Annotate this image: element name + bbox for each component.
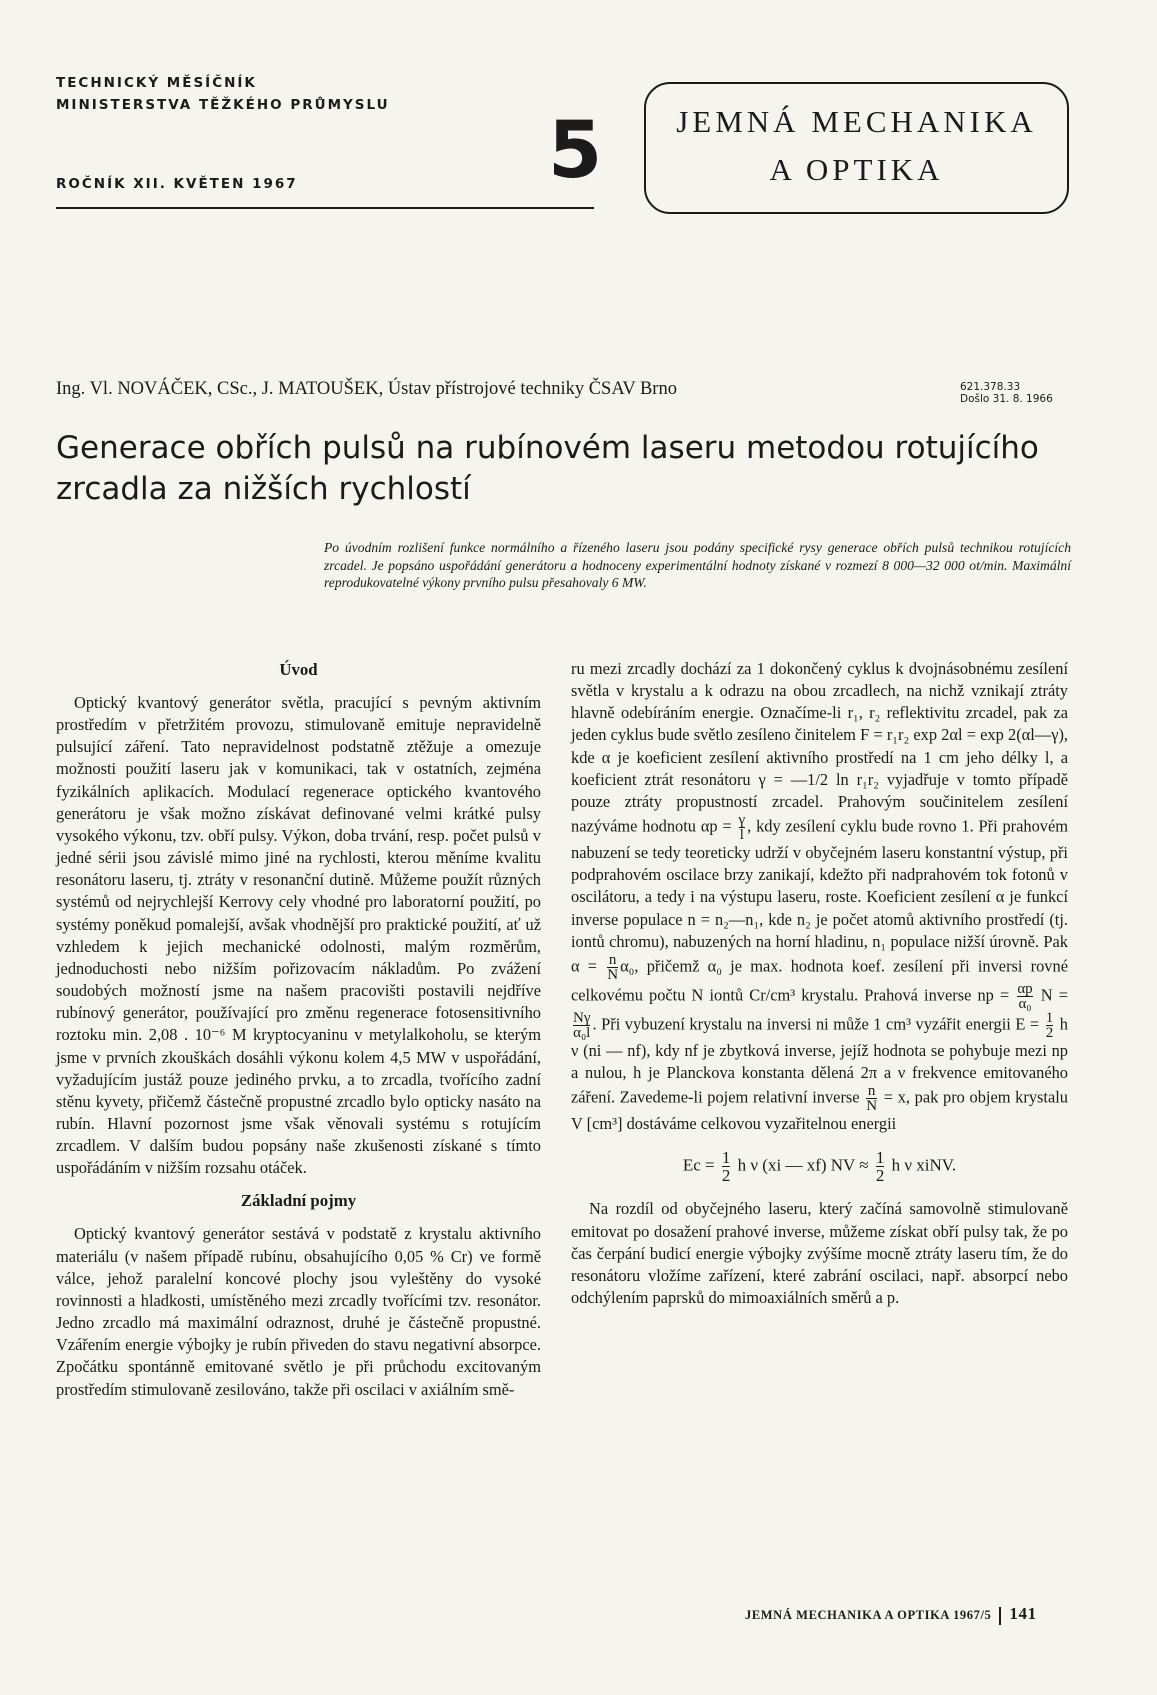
authors: Ing. Vl. NOVÁČEK, CSc., J. MATOUŠEK, Ústav přístrojové techniky ČSAV Brno [56,379,677,399]
heading-intro: Úvod [279,660,318,679]
frac-den: 2 [875,1166,885,1186]
frac-num: αp [1017,980,1033,997]
theory-text-3: α₀, přičemž α₀ je max. hodnota koef. zesílení při inversi rovné celkovému počtu N iontů Cr/cm³ krystalu. Prahová inverse np = [571,956,1068,1005]
theory-text-4: N = [1040,985,1068,1005]
brand-line-1: JEMNÁ MECHANIKA [676,104,1037,139]
frac-num: n [608,951,617,968]
frac-num: 1 [1045,1009,1054,1026]
footer-separator [999,1607,1001,1625]
fraction-one-half [1046,1011,1054,1040]
footer-journal: JEMNÁ MECHANIKA A OPTIKA 1967/5 [745,1608,992,1622]
frac-den: N [607,966,619,983]
frac-den: α₀l [573,1024,591,1041]
paragraph-basics: Optický kvantový generátor sestává v podstatě z krystalu aktivního materiálu (v našem případě rubínu, obsahujícího 0,05 % Cr) ve formě válce, jehož paralelní koncové plochy jsou vyleštěny do vysoké rovinnosti a hladkosti, umístěného mezi zrcadly tvořícími tzv. resonátor. Jedno zrcadlo má maximální odraznost, druhé je částečně propustné. Vzářením energie výbojky je rubín přiveden do stavu negativní absorpce. Zpočátku spontánně emitované světlo je při průchodu excitovaným prostředím stimulovaně zesilováno, takže při oscilaci v axiálním smě- [56,1224,541,1399]
eq-fraction-2 [876,1149,885,1184]
frac-num: γ [738,812,746,829]
theory-text-1: ru mezi zrcadly dochází za 1 dokončený cyklus k dvojnásobnému zesílení světla v krystalu a k odrazu na obou zrcadlech, na nichž vznikají ztráty hlavně odebíráním energie. Označíme-li r₁, r₂ reflektivitu zrcadel, pak za jeden cyklus bude světlo zesíleno činitelem F = r₁r₂ exp 2αl = exp 2(αl—γ), kde α je koeficient zesílení aktivního prostředí na 1 cm jeho délky l, a koeficient ztrát resonátoru γ = —1/2 ln r₁r₂ vyjadřuje v tomto případě pouze ztráty propustností zrcadel. Prahovým součinitelem zesílení nazýváme hodnotu αp = [571,659,1068,836]
received-date: Došlo 31. 8. 1966 [960,393,1053,405]
frac-num: Nγ [573,1009,591,1026]
fraction-n-N [607,953,618,982]
theory-text-5: . Při vybuzení krystalu na inversi ni může 1 cm³ vyzářit energii E = [592,1014,1040,1034]
eq-lhs: Ec = [682,1155,715,1175]
fraction-alpha-p [1017,982,1032,1011]
energy-equation [571,1149,1068,1184]
abstract: Po úvodním rozlišení funkce normálního a řízeného laseru jsou podány specifické rysy generace obřích pulsů technikou rotujících zrcadel. Je popsáno uspořádání generátoru a hodnoceny experimentální hodnoty získané v rozmezí 8 000—32 000 ot/min. Maximální reprodukovatelné výkony prvního pulsu přesahovaly 6 MW. [324,540,1071,590]
fraction-relative-inverse [866,1084,877,1113]
frac-num: n [867,1083,876,1100]
heading-basics: Základní pojmy [240,1191,357,1211]
frac-den: N [866,1098,878,1115]
page-number: 141 [1009,1604,1037,1623]
brand-line-2: A OPTIKA [769,152,944,187]
issue-line: ROČNÍK XII. KVĚTEN 1967 [56,176,298,192]
theory-text-2: , kdy zesílení cyklu bude rovno 1. Při prahovém nabuzení se tedy teoreticky udrží v obyčejném laseru konstantní výstup, při podprahovém oscilace brzy zanikají, kdežto při nadprahovém tok fotonů v oscilátoru, a tedy i na výstupu laseru, roste. Koeficient zesílení α je funkcí inverse populace n = n₂—n₁, kde n₂ je počet atomů aktivního prostředí (tj. iontů chromu), nabuzených na horní hladinu, n₁ populace nižší úrovně. Pak α = [571,816,1068,976]
frac-den: 2 [1045,1024,1054,1041]
journal-brand-box [644,82,1069,214]
paragraph-theory [571,658,1068,1135]
masthead-publisher [56,72,390,116]
eq-fraction-1 [722,1149,731,1184]
fraction-n-gamma [573,1011,590,1040]
udc-code: 621.378.33 [960,381,1021,393]
paragraph-giant-pulse: Na rozdíl od obyčejného laseru, který začíná samovolně stimulovaně emitovat po dosažení prahové inverse, můžeme získat obří pulsy tak, že po čas čerpání budicí energie výbojky zvýšíme mocně ztráty laseru tím, že do resonátoru vložíme zařízení, které zabrání oscilaci, např. absorpcí nebo odchýlením paprsků do mimoaxiálních směrů a p. [571,1199,1068,1307]
eq-rhs: h ν xiNV. [891,1155,957,1175]
theory-text-6: h ν (ni — nf), kdy nf je zbytková inverse, jejíž hodnota se pohybuje mezi np a nulou, h je Planckova konstanta dělená 2π a ν frekvence emitovaného záření. Zavedeme-li pojem relativní inverse [571,1014,1068,1107]
right-column [571,658,1068,1309]
fraction-gamma-l [739,813,746,842]
theory-text-7: = x, pak pro objem krystalu V [cm³] dostáváme celkovou vyzařitelnou energii [571,1087,1068,1134]
issue-number: 5 [548,106,603,196]
article-title: Generace obřích pulsů na rubínovém laseru metodou rotujícího zrcadla za nižších rychlostí [56,430,1039,507]
frac-num: 1 [721,1148,731,1168]
frac-den: α₀ [1018,995,1032,1012]
frac-den: l [739,827,744,844]
left-column [56,660,541,1401]
frac-num: 1 [875,1148,885,1168]
eq-mid: h ν (xi — xf) NV ≈ [737,1155,869,1175]
header-rule [56,207,594,209]
frac-den: 2 [721,1166,731,1186]
classification [960,381,1053,405]
paragraph-intro: Optický kvantový generátor světla, pracující s pevným aktivním prostředím v přetržitém provozu, stimulovaně emituje nepravidelně pulsující záření. Tato nepravidelnost podstatně ztěžuje a omezuje možnosti použití laseru jak v komunikaci, tak v ostatních, zejména fyzikálních aplikacích. Modulací regenerace optického kvantového generátoru je však možno získávat definované velmi krátké pulsy vysokého výkonu, tzv. obří pulsy. Výkon, doba trvání, resp. počet pulsů v jedné sérii jsou závislé mimo jiné na rychlosti, kterou měníme kvalitu resonátoru laseru, tj. ztráty v resonanční dutině. Můžeme použít různých systémů od nejrychlejší Kerrovy cely vhodné pro laboratorní použití, po systémy poněkud pomalejší, avšak vhodnější pro praktické použití, ať už vzhledem k jejich mechanické odolnosti, malým rozměrům, jednoduchosti nebo nižším pořizovacím nákladům. Po zvážení soudobých možností jsme na našem pracovišti postavili nejdříve rubínový generátor, používající pro změnu regenerace fotosensitivního roztoku min. 2,08 . 10⁻⁶ M kryptocyaninu v metylalkoholu, se kterým jsme v prvních zkouškách dosáhli výkonu kolem 4,5 MW v uspořádání, vyžadujícím justáž pouze jediného prvku, a to zrcadla, tvořícího zadní stěnu kyvety, přičemž částečně propustné zrcadlo bylo opticky nasáto na rubín. Hlavní pozornost jsme však věnovali systému s rotujícím zrcadlem. V dalším budou popsány naše zkušenosti získané s tímto uspořádáním v nižším rozsahu otáček. [56,693,541,1178]
page-footer [745,1604,1037,1625]
masthead-line-1: TECHNICKÝ MĚSÍČNÍK [56,75,257,91]
masthead-line-2: MINISTERSTVA TĚŽKÉHO PRŮMYSLU [56,97,390,113]
